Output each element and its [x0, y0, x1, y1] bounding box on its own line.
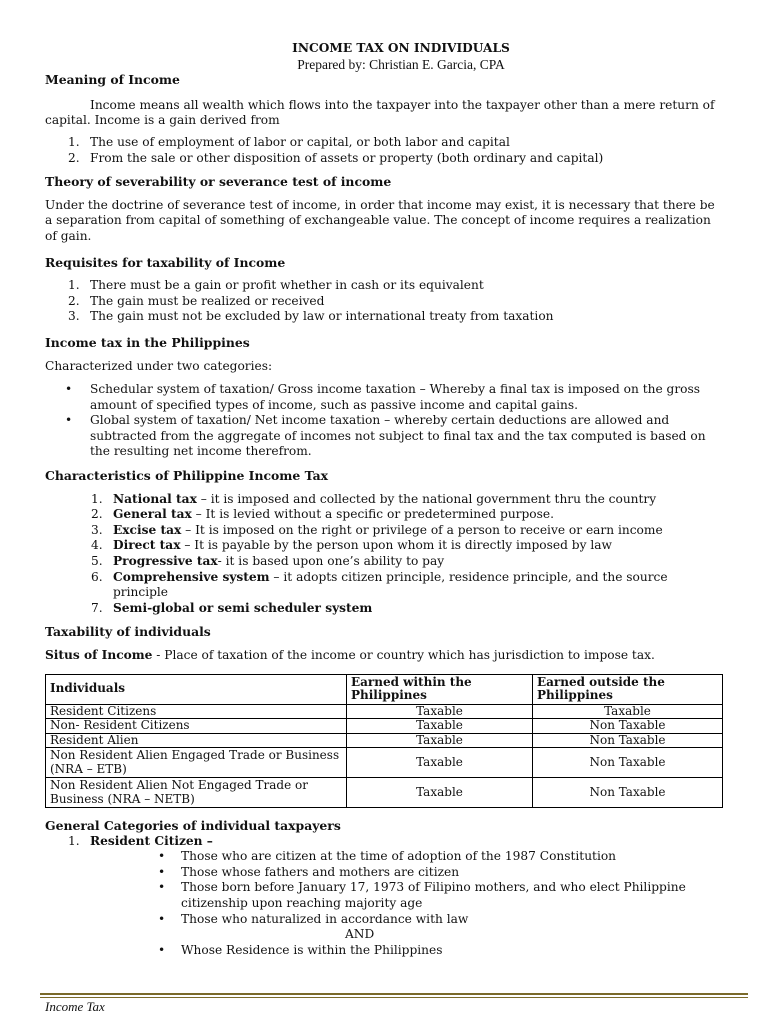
meaning-list [45, 135, 725, 166]
taxability-heading: Taxability of individuals [45, 624, 211, 640]
document-title: INCOME TAX ON INDIVIDUALS [292, 41, 510, 55]
situs-text: Situs of Income - Place of taxation of the income or country which has jurisdiction to impose tax. [45, 648, 655, 662]
categories-list [45, 834, 725, 850]
list-item: 4. Direct tax – It is payable by the person upon whom it is directly imposed by law [91, 538, 612, 553]
page-footer: Income Tax [45, 999, 105, 1014]
list-item: 2. General tax – It is levied without a specific or predetermined purpose. [91, 507, 554, 522]
list-item: 6. Comprehensive system – it adopts citizen principle, residence principle, and the source principle [91, 569, 668, 600]
table-row: Resident Alien Taxable Non Taxable [46, 733, 723, 748]
footer-rule [40, 993, 748, 995]
list-item: • Those born before January 17, 1973 of Filipino mothers, and who elect Philippine citizenship upon reaching majority age [158, 880, 686, 911]
meaning-text: Income means all wealth which flows into the taxpayer into the taxpayer other than a mere return of capital. Income is a gain derived from [45, 97, 715, 128]
requisites-heading: Requisites for taxability of Income [45, 254, 286, 270]
requisites-list [45, 278, 725, 325]
list-item: 1. National tax – it is imposed and collected by the national government thru the country [91, 491, 657, 506]
meaning-heading: Meaning of Income [45, 72, 180, 88]
document-header [77, 41, 725, 72]
and-connector: AND [345, 927, 375, 942]
table-row: Non Resident Alien Engaged Trade or Business (NRA – ETB) Taxable Non Taxable [46, 748, 723, 778]
list-item: 2. The gain must be realized or received [68, 293, 325, 308]
list-item: 1. There must be a gain or profit whether in cash or its equivalent [68, 278, 484, 293]
characteristics-heading: Characteristics of Philippine Income Tax [45, 468, 329, 484]
list-item: 3. Excise tax – It is imposed on the right or privilege of a person to receive or earn income [91, 522, 663, 537]
philippines-list [45, 382, 725, 460]
document-page [45, 41, 725, 958]
resident-citizen-bullets [45, 849, 725, 927]
list-item: 1. Resident Citizen – [68, 833, 213, 848]
philippines-intro: Characterized under two categories: [45, 358, 273, 373]
residence-bullets [45, 943, 725, 959]
list-item: • Global system of taxation/ Net income taxation – whereby certain deductions are allowed and subtracted from the aggregate of incomes not subject to final tax and the tax computed is based on the resulting net income therefrom. [65, 413, 706, 459]
list-item: 1. The use of employment of labor or capital, or both labor and capital [68, 134, 510, 149]
taxability-table [45, 674, 723, 809]
list-item: 5. Progressive tax- it is based upon one’s ability to pay [91, 554, 445, 569]
table-row: Non- Resident Citizens Taxable Non Taxable [46, 719, 723, 734]
list-item: 3. The gain must not be excluded by law or international treaty from taxation [68, 309, 554, 324]
list-item: 2. From the sale or other disposition of assets or property (both ordinary and capital) [68, 150, 604, 165]
document-author: Prepared by: Christian E. Garcia, CPA [297, 56, 505, 72]
footer-rule-thin [40, 997, 748, 998]
categories-heading: General Categories of individual taxpayers [45, 818, 341, 834]
table-row: Resident Citizens Taxable Taxable [46, 704, 723, 719]
table-header-row: Individuals Earned within the Philippines Earned outside the Philippines [46, 674, 723, 704]
severability-heading: Theory of severability or severance test of income [45, 174, 392, 190]
list-item: • Those whose fathers and mothers are citizen [158, 864, 460, 879]
list-item: • Schedular system of taxation/ Gross income taxation – Whereby a final tax is imposed on the gross amount of specified types of income, such as passive income and capital gains. [65, 382, 701, 412]
severability-text: Under the doctrine of severance test of income, in order that income may exist, it is necessary that there be a separation from capital of something of exchangeable value. The concept of income requires a realization of gain. [45, 197, 715, 243]
list-item: 7. Semi-global or semi scheduler system [91, 600, 373, 615]
philippines-heading: Income tax in the Philippines [45, 334, 250, 350]
characteristics-list [45, 492, 725, 617]
list-item: • Whose Residence is within the Philippines [158, 942, 443, 957]
list-item: • Those who naturalized in accordance with law [158, 911, 469, 926]
list-item: • Those who are citizen at the time of adoption of the 1987 Constitution [158, 849, 617, 864]
table-row: Non Resident Alien Not Engaged Trade or Business (NRA – NETB) Taxable Non Taxable [46, 778, 723, 808]
